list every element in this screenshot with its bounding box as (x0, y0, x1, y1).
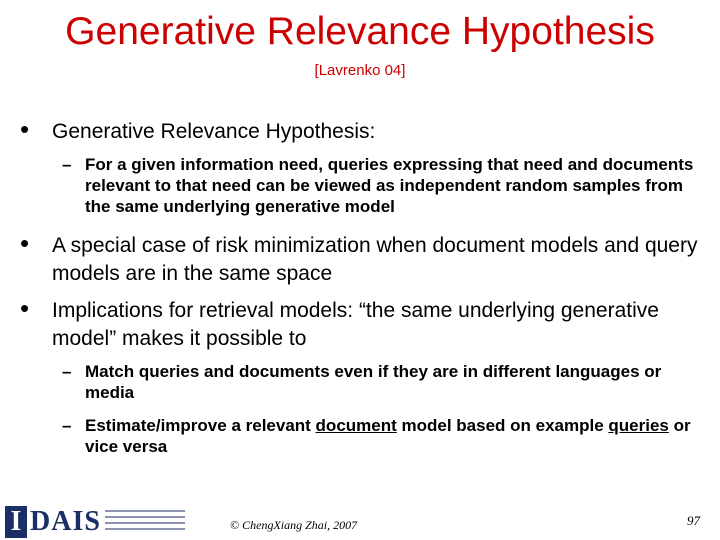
underlined-term: queries (608, 416, 669, 435)
slide-subtitle: [Lavrenko 04] (314, 62, 406, 79)
logo-letter: I (5, 506, 27, 538)
sub-bullet-dash: – (62, 362, 72, 381)
sub-bullet-dash: – (62, 416, 72, 435)
sub-bullet (62, 415, 712, 457)
page-number: 97 (687, 513, 700, 528)
sub-bullet-text: For a given information need, queries expressing that need and documents relevant to that need can be viewed as independent random samples from the same underlying generative model (85, 155, 694, 216)
logo-wordmark: DAIS (30, 506, 101, 537)
bullet-marker: • (20, 293, 30, 323)
sub-bullet (62, 154, 712, 217)
dais-logo (5, 506, 185, 538)
copyright-notice: © ChengXiang Zhai, 2007 (230, 518, 358, 532)
sub-bullet-dash: – (62, 155, 72, 174)
bullet-marker: • (20, 228, 30, 258)
bullet-text: A special case of risk minimization when document models and query models are in the same space (52, 234, 698, 285)
bullet-marker: • (20, 114, 30, 144)
sub-bullet-text: Match queries and documents even if they are in different languages or media (85, 362, 662, 402)
bullet-text: Implications for retrieval models: “the same underlying generative model” makes it possible to (52, 299, 659, 350)
logo-tagline-graphic (105, 510, 185, 534)
underlined-term: document (315, 416, 397, 435)
text-run: model based on example (396, 416, 609, 435)
text-run: or vice versa (85, 416, 691, 456)
sub-bullet-text (62, 415, 712, 457)
text-run: Estimate/improve a relevant (85, 416, 316, 435)
sub-bullet (62, 361, 712, 403)
slide-title: Generative Relevance Hypothesis (65, 10, 655, 53)
bullet-text: Generative Relevance Hypothesis: (52, 120, 376, 143)
